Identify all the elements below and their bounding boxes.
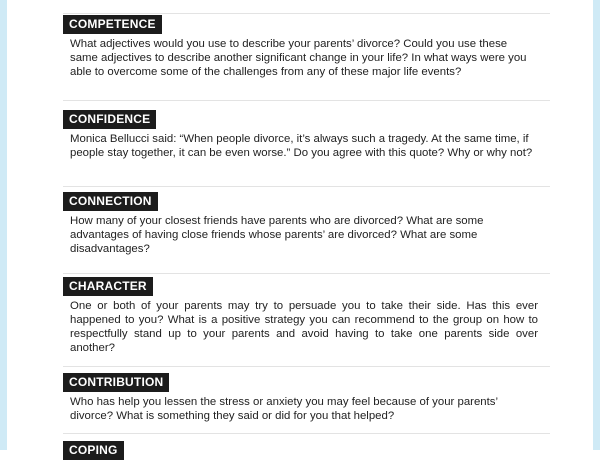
section-label-connection: CONNECTION bbox=[63, 192, 158, 211]
section-label-character: CHARACTER bbox=[63, 277, 153, 296]
section-label-confidence: CONFIDENCE bbox=[63, 110, 156, 129]
divider bbox=[63, 433, 550, 434]
section-question-character: One or both of your parents may try to persuade you to take their side. Has this ever happened to you? What is a positive strategy you can recommend to the group on how to respectfully stand up to your parents and avoid having to take one parents side over another? bbox=[70, 300, 538, 354]
divider bbox=[63, 366, 550, 367]
divider bbox=[63, 100, 550, 101]
section-question-contribution: Who has help you lessen the stress or anxiety you may feel because of your parents’ divorce? What is something they said or did for you that helped? bbox=[70, 396, 498, 422]
divider bbox=[63, 186, 550, 187]
page-right-edge bbox=[593, 0, 600, 450]
section-coping bbox=[63, 441, 550, 460]
section-competence bbox=[63, 15, 550, 79]
section-question-connection: How many of your closest friends have parents who are divorced? What are some advantages of having close friends whose parents’ are divorced? What are some disadvantages? bbox=[70, 215, 484, 255]
section-confidence bbox=[63, 110, 550, 160]
section-question-competence: What adjectives would you use to describe your parents’ divorce? Could you use these same adjectives to describe another significant change in your life? In what ways were you able to overcome some of the challenges from any of these major life events? bbox=[70, 38, 527, 78]
divider bbox=[63, 273, 550, 274]
page-left-edge bbox=[0, 0, 7, 450]
section-label-contribution: CONTRIBUTION bbox=[63, 373, 169, 392]
section-question-confidence: Monica Bellucci said: “When people divorce, it’s always such a tragedy. At the same time, if people stay together, it can be even worse.” Do you agree with this quote? Why or why not? bbox=[70, 133, 533, 159]
section-label-coping: COPING bbox=[63, 441, 124, 460]
section-connection bbox=[63, 192, 550, 256]
section-character bbox=[63, 277, 550, 355]
section-contribution bbox=[63, 373, 550, 423]
top-divider bbox=[63, 13, 550, 14]
section-label-competence: COMPETENCE bbox=[63, 15, 162, 34]
